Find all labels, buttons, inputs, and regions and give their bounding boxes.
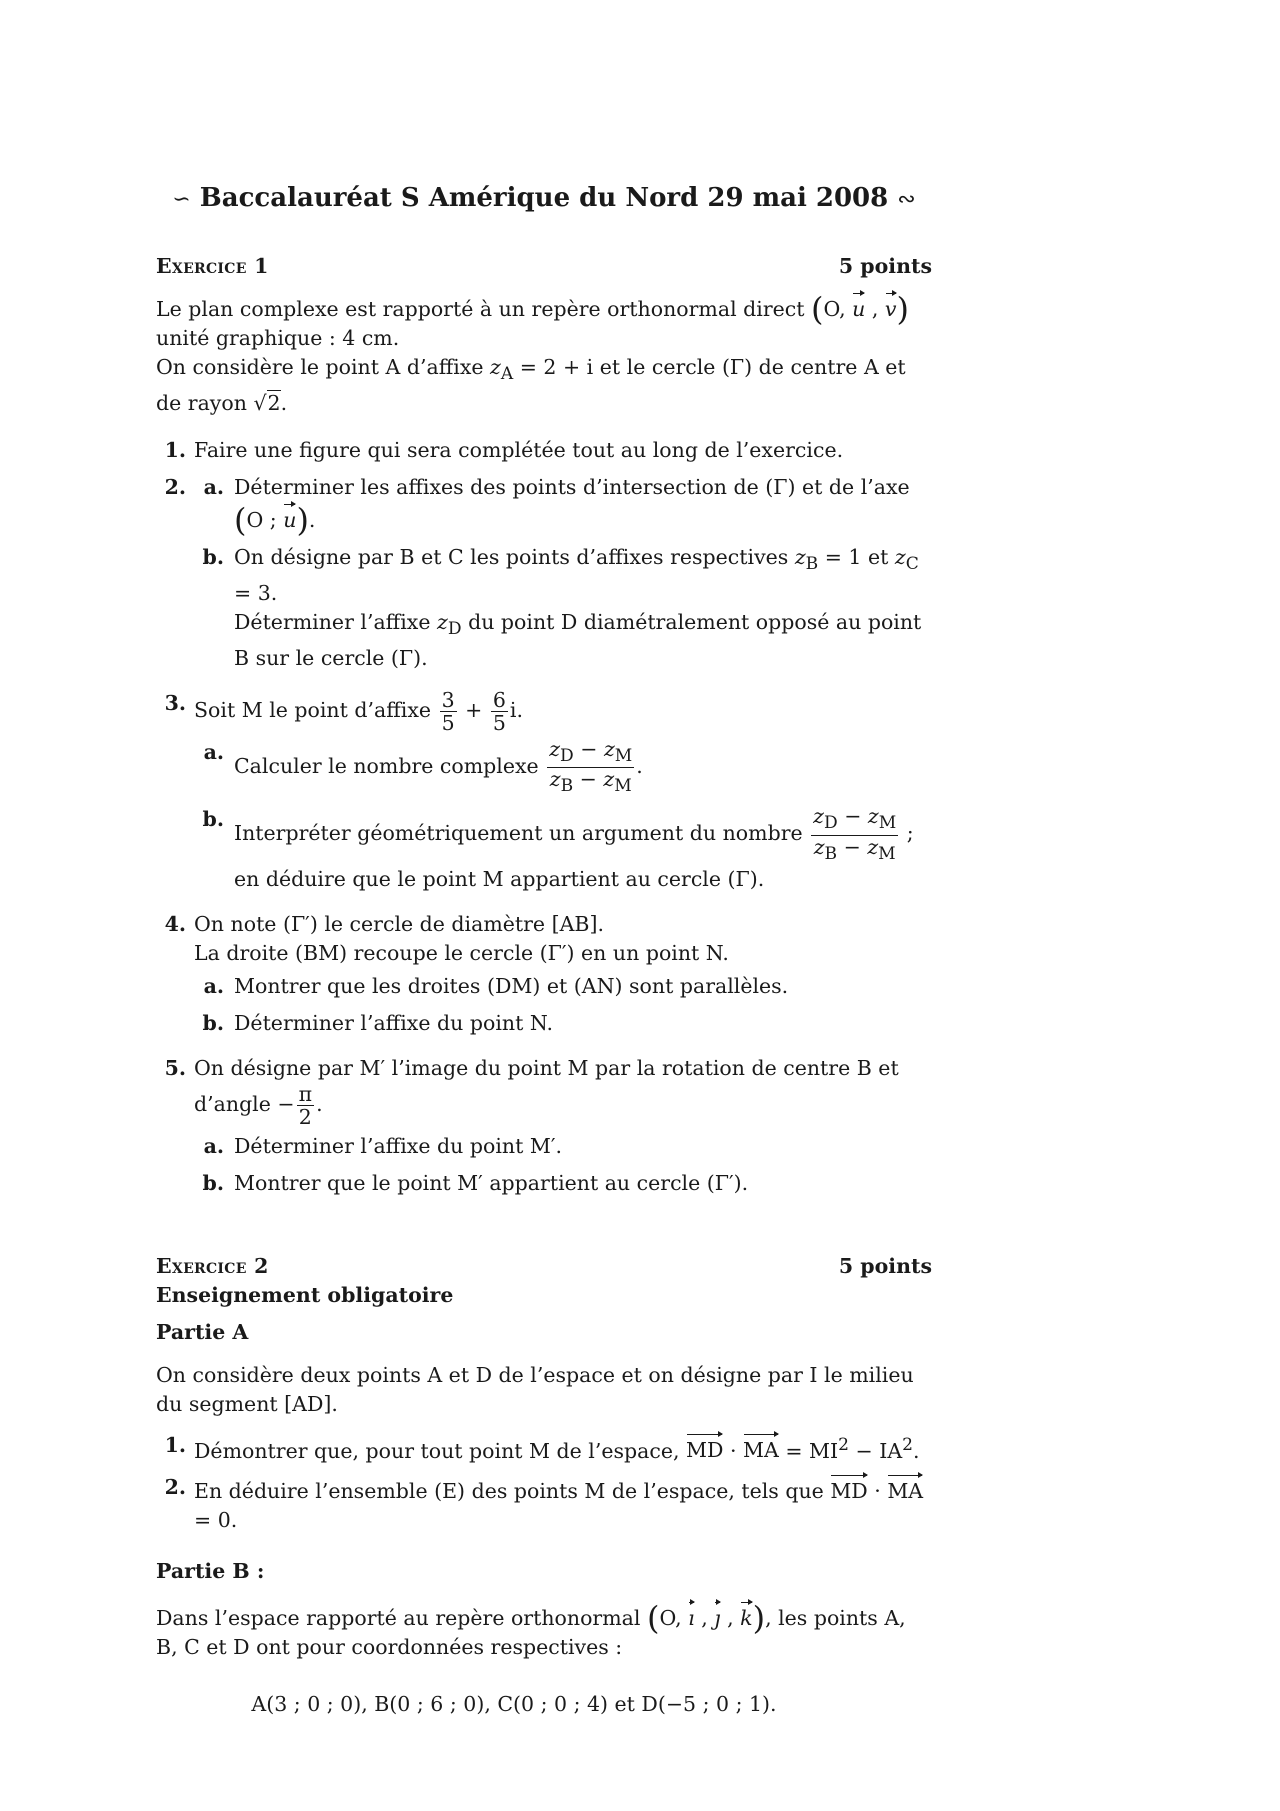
- ornament-right-icon: ∾: [897, 187, 916, 212]
- part-a-question-1: 1. Démontrer que, pour tout point M de l’espace, MD · MA = $MI^2 - IA^2$.: [156, 1431, 932, 1466]
- exercise-1-questions: [156, 436, 932, 1206]
- exercise-1-title: Exercice 1: [156, 254, 269, 278]
- question-1: 1. Faire une figure qui sera complétée tout au long de l’exercice.: [164, 438, 844, 463]
- point-coordinates: A(3 ; 0 ; 0), B(0 ; 6 ; 0), C(0 ; 0 ; 4) et D(−5 ; 0 ; 1).: [251, 1692, 777, 1717]
- part-b-intro: Dans l’espace rapporté au repère orthonormal (O, ı , ȷ , k), les points A, B, C et D ont pour coordonnées respectives :: [156, 1599, 906, 1660]
- exercise-1-points: 5 points: [838, 254, 932, 278]
- ornament-left-icon: ∽: [172, 187, 191, 212]
- part-a-questions: [156, 1431, 932, 1536]
- document-title: [156, 180, 932, 218]
- part-b-heading: Partie B :: [156, 1559, 265, 1584]
- part-a-question-2: 2. En déduire l’ensemble (E) des points M de l’espace, tels que MD · MA = 0.: [164, 1475, 924, 1533]
- title-text: Baccalauréat S Amérique du Nord 29 mai 2008: [199, 183, 889, 213]
- exercise-2-title: Exercice 2: [156, 1253, 269, 1278]
- part-a-intro: On considère deux points A et D de l’espace et on désigne par I le milieu du segment [AD].: [156, 1362, 914, 1416]
- question-4: 4. On note (Γ′) le cercle de diamètre [AB]. La droite (BM) recoupe le cercle (Γ′) en un point N. a. Montrer que les droites (DM) et (AN) sont parallèles. b. Déterminer l’affixe du point N.: [164, 911, 789, 1035]
- exercise-1-header: [156, 252, 932, 281]
- exercise-2-subtitle: Enseignement obligatoire: [156, 1282, 454, 1307]
- part-a-heading: Partie A: [156, 1319, 249, 1344]
- document-page: [156, 180, 932, 1719]
- exercise-2-header: [156, 1252, 932, 1281]
- exercise-2-points: 5 points: [838, 1253, 932, 1278]
- question-5: 5. On désigne par M′ l’image du point M par la rotation de centre B et d’angle − $\frac{\pi}{2}$ . a. Déterminer l’affixe du point M′. b. Montrer que le point M′ appartient au cercle (Γ′).: [164, 1055, 899, 1195]
- question-2: 2. a. Déterminer les affixes des points d’intersection de (Γ) et de l’axe (O ; u). b. On désigne par B et C les points d’affixes respectives $z_B = 1$ et $z_C = 3$. Déterminer l’affixe $z_D$ du point D diamétralement opposé au point B sur le cercle (Γ).: [164, 475, 922, 671]
- question-3: 3. Soit M le point d’affixe $\frac{3}{5}$ + $\frac{6}{5}$ i. a. Calculer le nombre complexe $\frac{z_D - z_M}{z_B - z_M}$ . b. Interpréter géométriquement un argument du nombre $\frac{z_D - z_M}{z_B - z_M}$ ; en déduire que le point M appartient au cercle (Γ).: [164, 688, 914, 891]
- exercise-1-intro: Le plan complexe est rapporté à un repère orthonormal direct (O, u , v) unité graphique : 4 cm. On considère le point A d’affixe $z_A = 2 + i$ et le cercle (Γ) de centre A et de rayon √2.: [156, 290, 909, 416]
